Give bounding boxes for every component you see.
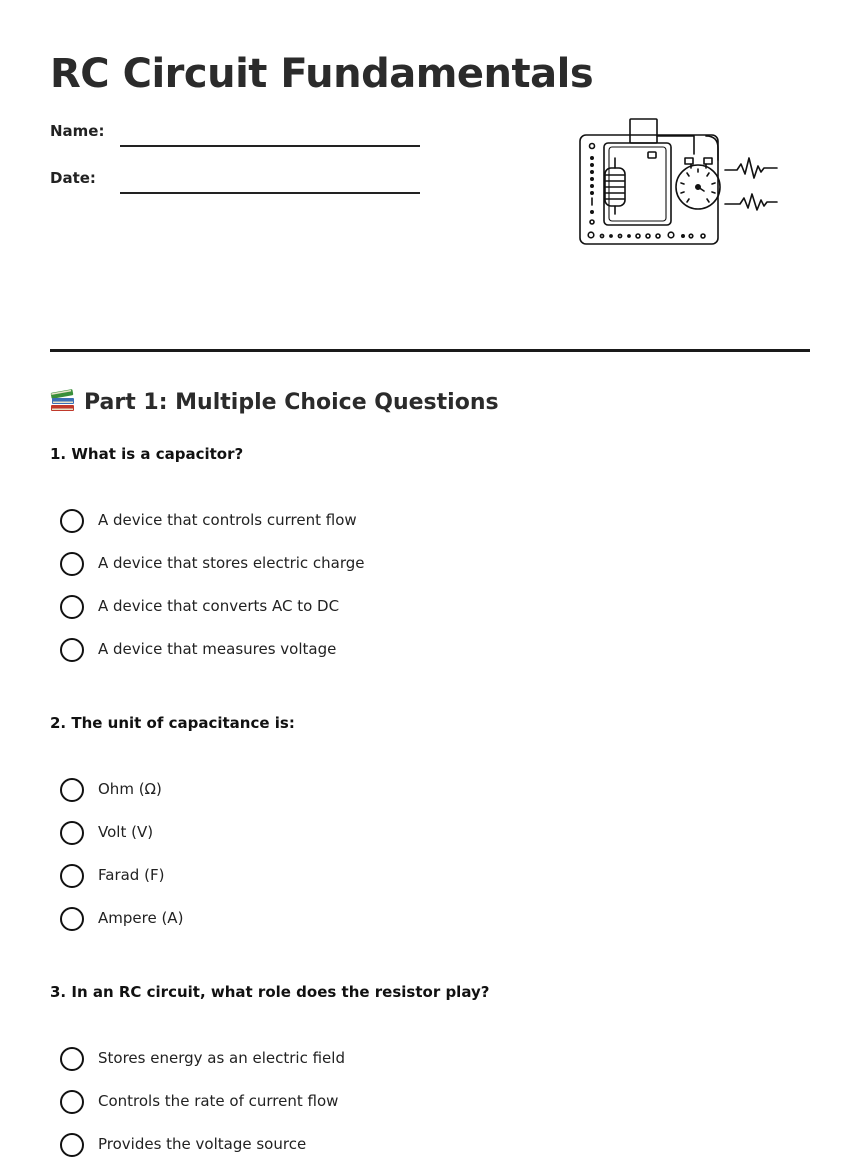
radio-button[interactable] xyxy=(60,638,84,662)
options-list xyxy=(50,778,810,950)
options-list xyxy=(50,1047,810,1176)
question-text: 1. What is a capacitor? xyxy=(50,445,244,463)
question-2 xyxy=(50,712,810,950)
radio-button[interactable] xyxy=(60,821,84,845)
radio-button[interactable] xyxy=(60,907,84,931)
rc-circuit-board-icon xyxy=(578,114,780,248)
radio-button[interactable] xyxy=(60,552,84,576)
books-icon xyxy=(50,387,76,413)
option-2d[interactable] xyxy=(50,907,810,950)
name-input-line[interactable] xyxy=(120,145,420,147)
option-label: Controls the rate of current flow xyxy=(98,1092,339,1110)
name-label: Name: xyxy=(50,122,105,140)
option-1a[interactable] xyxy=(50,509,810,552)
question-3 xyxy=(50,981,810,1176)
question-text: 2. The unit of capacitance is: xyxy=(50,714,295,732)
section-title xyxy=(50,387,499,419)
option-label: Farad (F) xyxy=(98,866,165,884)
radio-button[interactable] xyxy=(60,1133,84,1157)
question-1 xyxy=(50,443,810,681)
date-field xyxy=(50,169,420,199)
option-2a[interactable] xyxy=(50,778,810,821)
radio-button[interactable] xyxy=(60,1047,84,1071)
option-1b[interactable] xyxy=(50,552,810,595)
radio-button[interactable] xyxy=(60,1090,84,1114)
option-3c[interactable] xyxy=(50,1133,810,1176)
options-list xyxy=(50,509,810,681)
option-2c[interactable] xyxy=(50,864,810,907)
section-title-text: Part 1: Multiple Choice Questions xyxy=(84,390,499,415)
option-label: A device that converts AC to DC xyxy=(98,597,340,615)
radio-button[interactable] xyxy=(60,595,84,619)
option-label: Stores energy as an electric field xyxy=(98,1049,345,1067)
option-label: A device that measures voltage xyxy=(98,640,337,658)
option-label: A device that stores electric charge xyxy=(98,554,365,572)
option-3a[interactable] xyxy=(50,1047,810,1090)
option-3b[interactable] xyxy=(50,1090,810,1133)
option-label: Volt (V) xyxy=(98,823,154,841)
radio-button[interactable] xyxy=(60,864,84,888)
option-1c[interactable] xyxy=(50,595,810,638)
option-label: A device that controls current flow xyxy=(98,511,357,529)
date-label: Date: xyxy=(50,169,96,187)
option-label: Ampere (A) xyxy=(98,909,184,927)
option-1d[interactable] xyxy=(50,638,810,681)
option-label: Provides the voltage source xyxy=(98,1135,307,1153)
radio-button[interactable] xyxy=(60,509,84,533)
header-divider xyxy=(50,349,810,352)
radio-button[interactable] xyxy=(60,778,84,802)
question-text: 3. In an RC circuit, what role does the resistor play? xyxy=(50,983,490,1001)
option-label: Ohm (Ω) xyxy=(98,780,162,798)
date-input-line[interactable] xyxy=(120,192,420,194)
option-2b[interactable] xyxy=(50,821,810,864)
name-field xyxy=(50,122,420,152)
page-title: RC Circuit Fundamentals xyxy=(50,51,594,97)
